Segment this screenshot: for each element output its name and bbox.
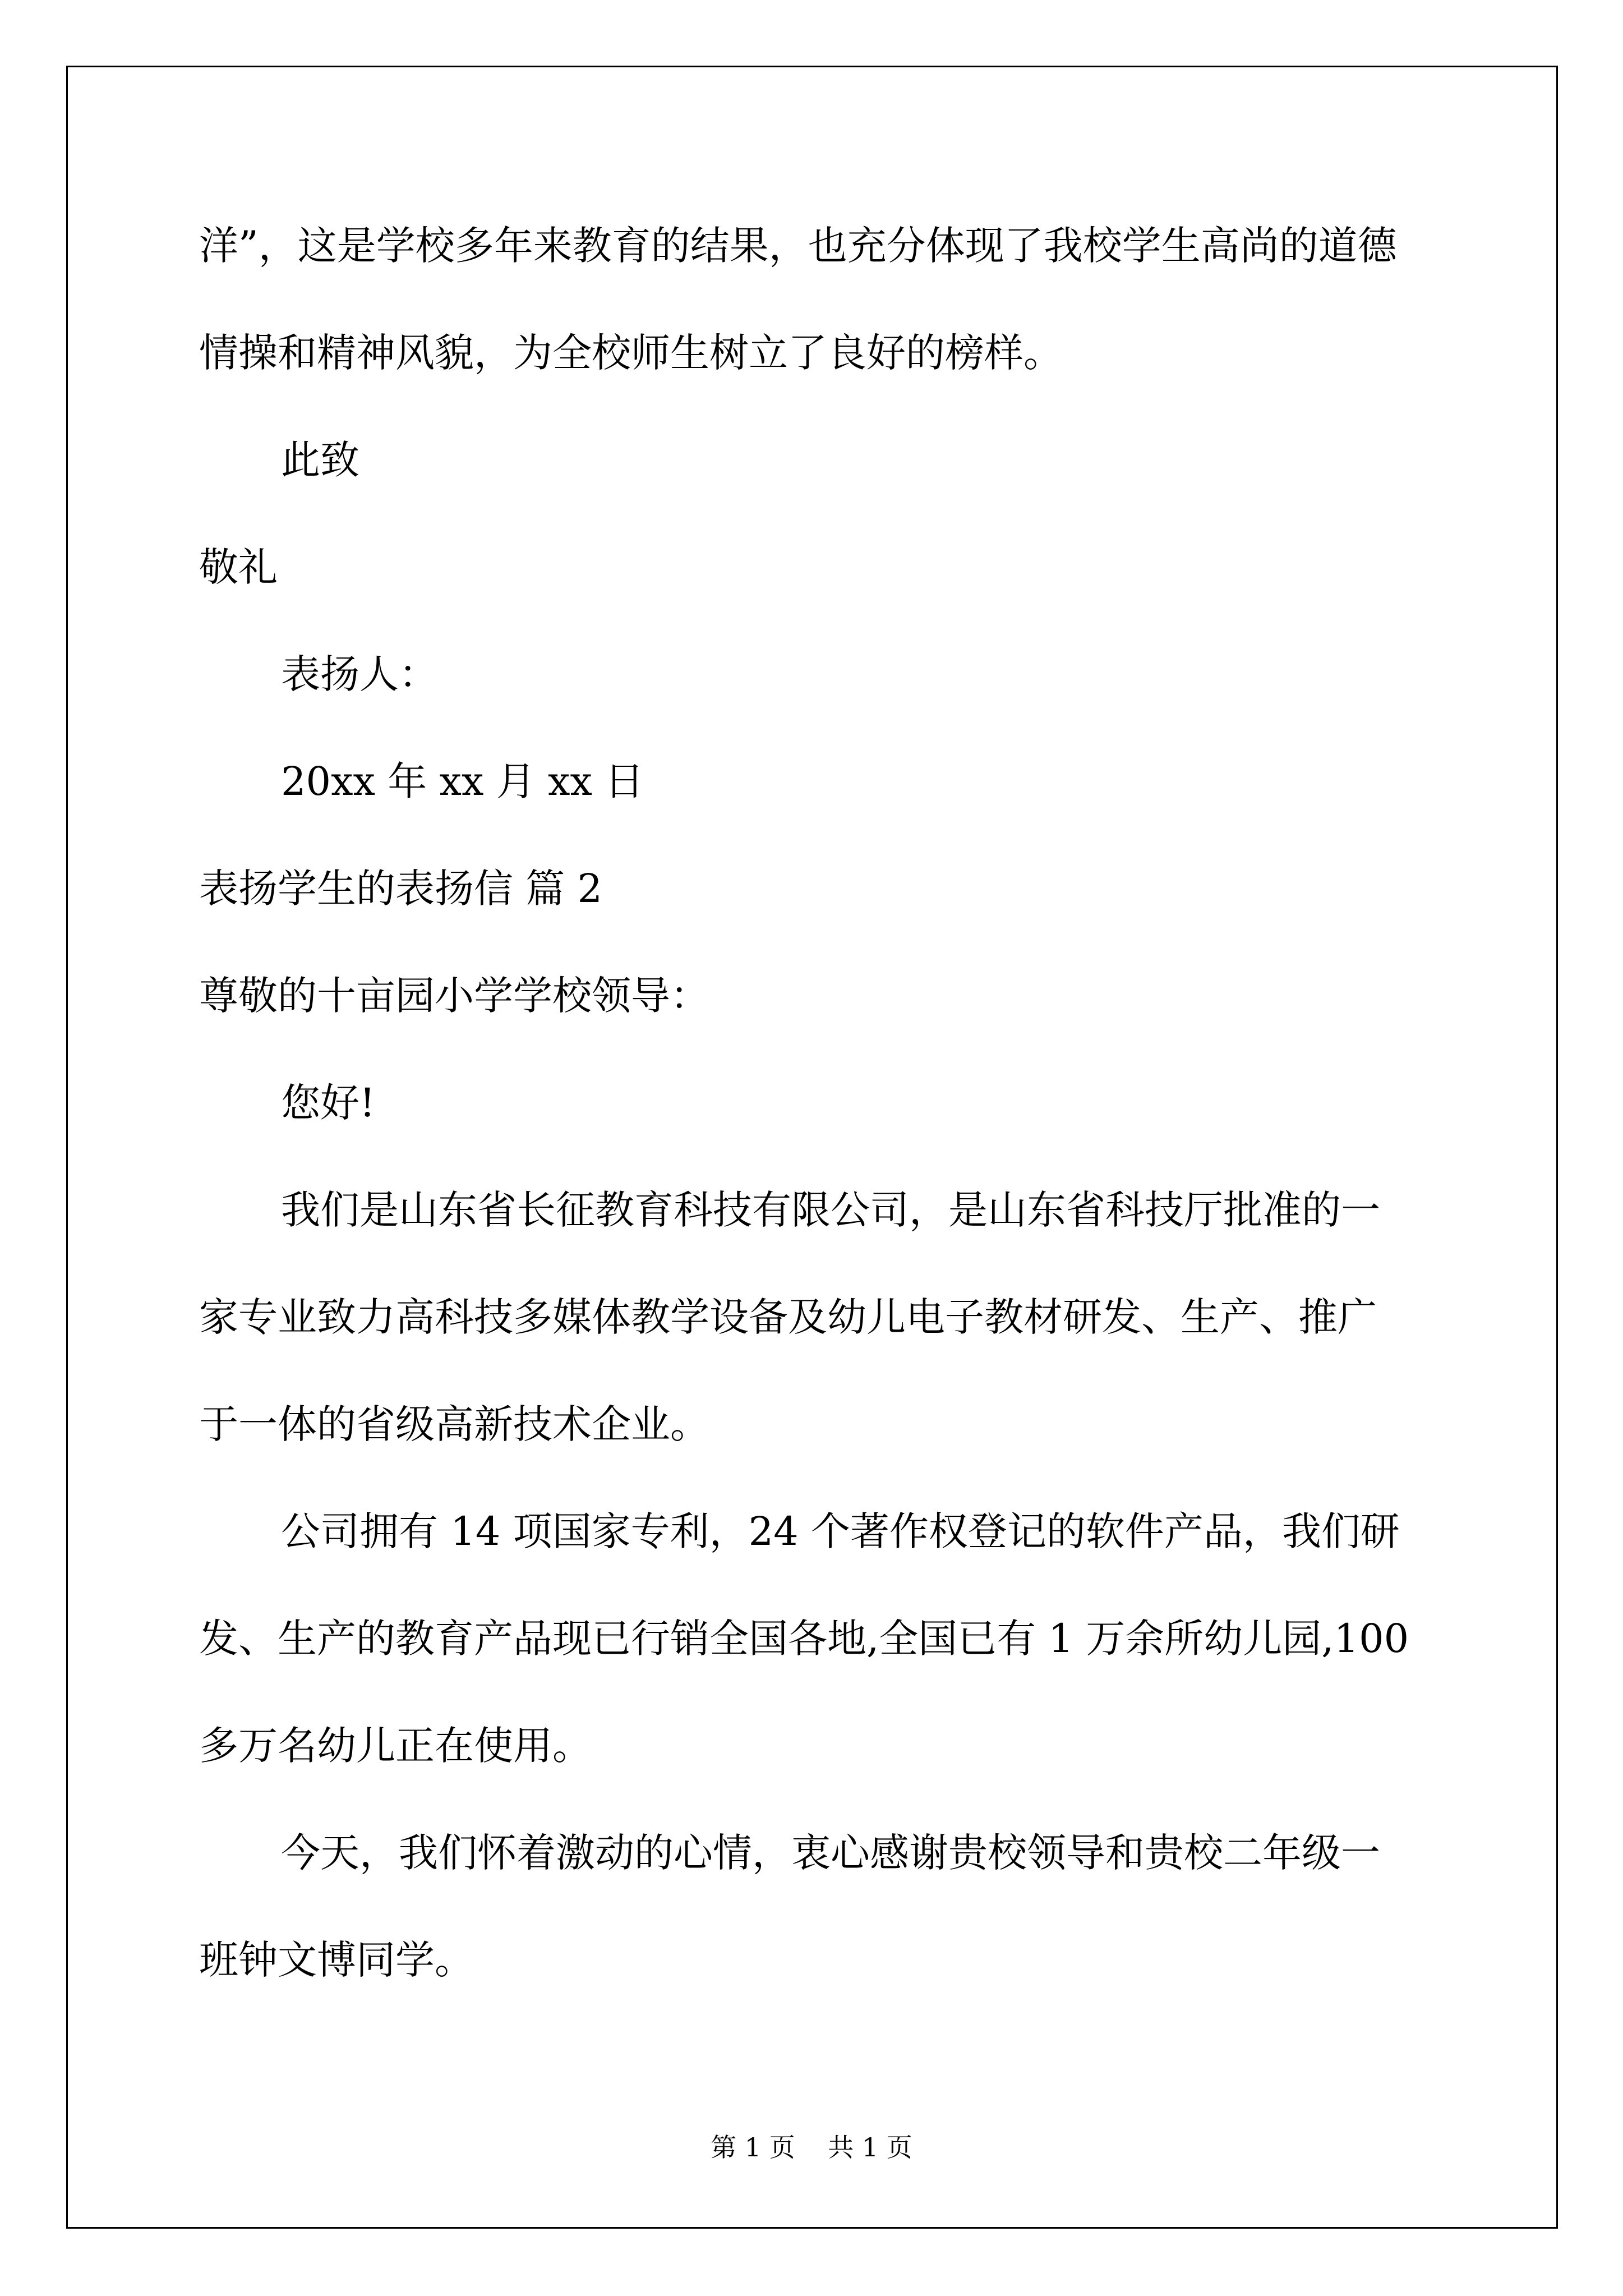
closing-salutation <box>199 425 1433 495</box>
text-line: 此致 <box>281 437 359 483</box>
text-line: 20xx 年 xx 月 xx 日 <box>281 758 644 804</box>
letter-greeting <box>199 1068 1433 1138</box>
paragraph-company-intro <box>199 1175 1433 1460</box>
text-line: 家专业致力高科技多媒体教学设备及幼儿电子教材研发、生产、推广 <box>199 1294 1377 1340</box>
paragraph-intro-continued <box>199 210 1433 388</box>
text-line: 情操和精神风貌，为全校师生树立了良好的榜样。 <box>199 330 1063 376</box>
text-line: 公司拥有 14 项国家专利，24 个著作权登记的软件产品，我们研 <box>281 1508 1400 1554</box>
letter-addressee <box>199 960 1433 1031</box>
document-body <box>199 210 1433 1995</box>
text-line: 表扬学生的表扬信 篇 2 <box>199 866 603 912</box>
text-line: 于一体的省级高新技术企业。 <box>199 1401 709 1447</box>
text-line: 今天，我们怀着激动的心情，衷心感谢贵校领导和贵校二年级一 <box>281 1830 1380 1876</box>
text-line: 您好! <box>281 1080 376 1126</box>
text-line: 班钟文博同学。 <box>199 1937 474 1983</box>
paragraph-company-achievements <box>199 1496 1433 1781</box>
text-line: 敬礼 <box>199 544 278 590</box>
text-line: 发、生产的教育产品现已行销全国各地,全国已有 1 万余所幼儿园,100 <box>199 1616 1409 1662</box>
text-line: 我们是山东省长征教育科技有限公司，是山东省科技厅批准的一 <box>281 1187 1380 1233</box>
section-heading <box>199 853 1433 924</box>
paragraph-thanks <box>199 1818 1433 1995</box>
signature-line <box>199 639 1433 710</box>
closing-regards <box>199 532 1433 602</box>
page-number-footer: 第 1 页 共 1 页 <box>711 2132 912 2162</box>
text-line: 表扬人： <box>281 651 438 697</box>
date-line <box>199 746 1433 817</box>
text-line: 洋”，这是学校多年来教育的结果，也充分体现了我校学生高尚的道德 <box>199 223 1397 269</box>
text-line: 尊敬的十亩园小学学校领导： <box>199 973 709 1019</box>
text-line: 多万名幼儿正在使用。 <box>199 1723 592 1769</box>
